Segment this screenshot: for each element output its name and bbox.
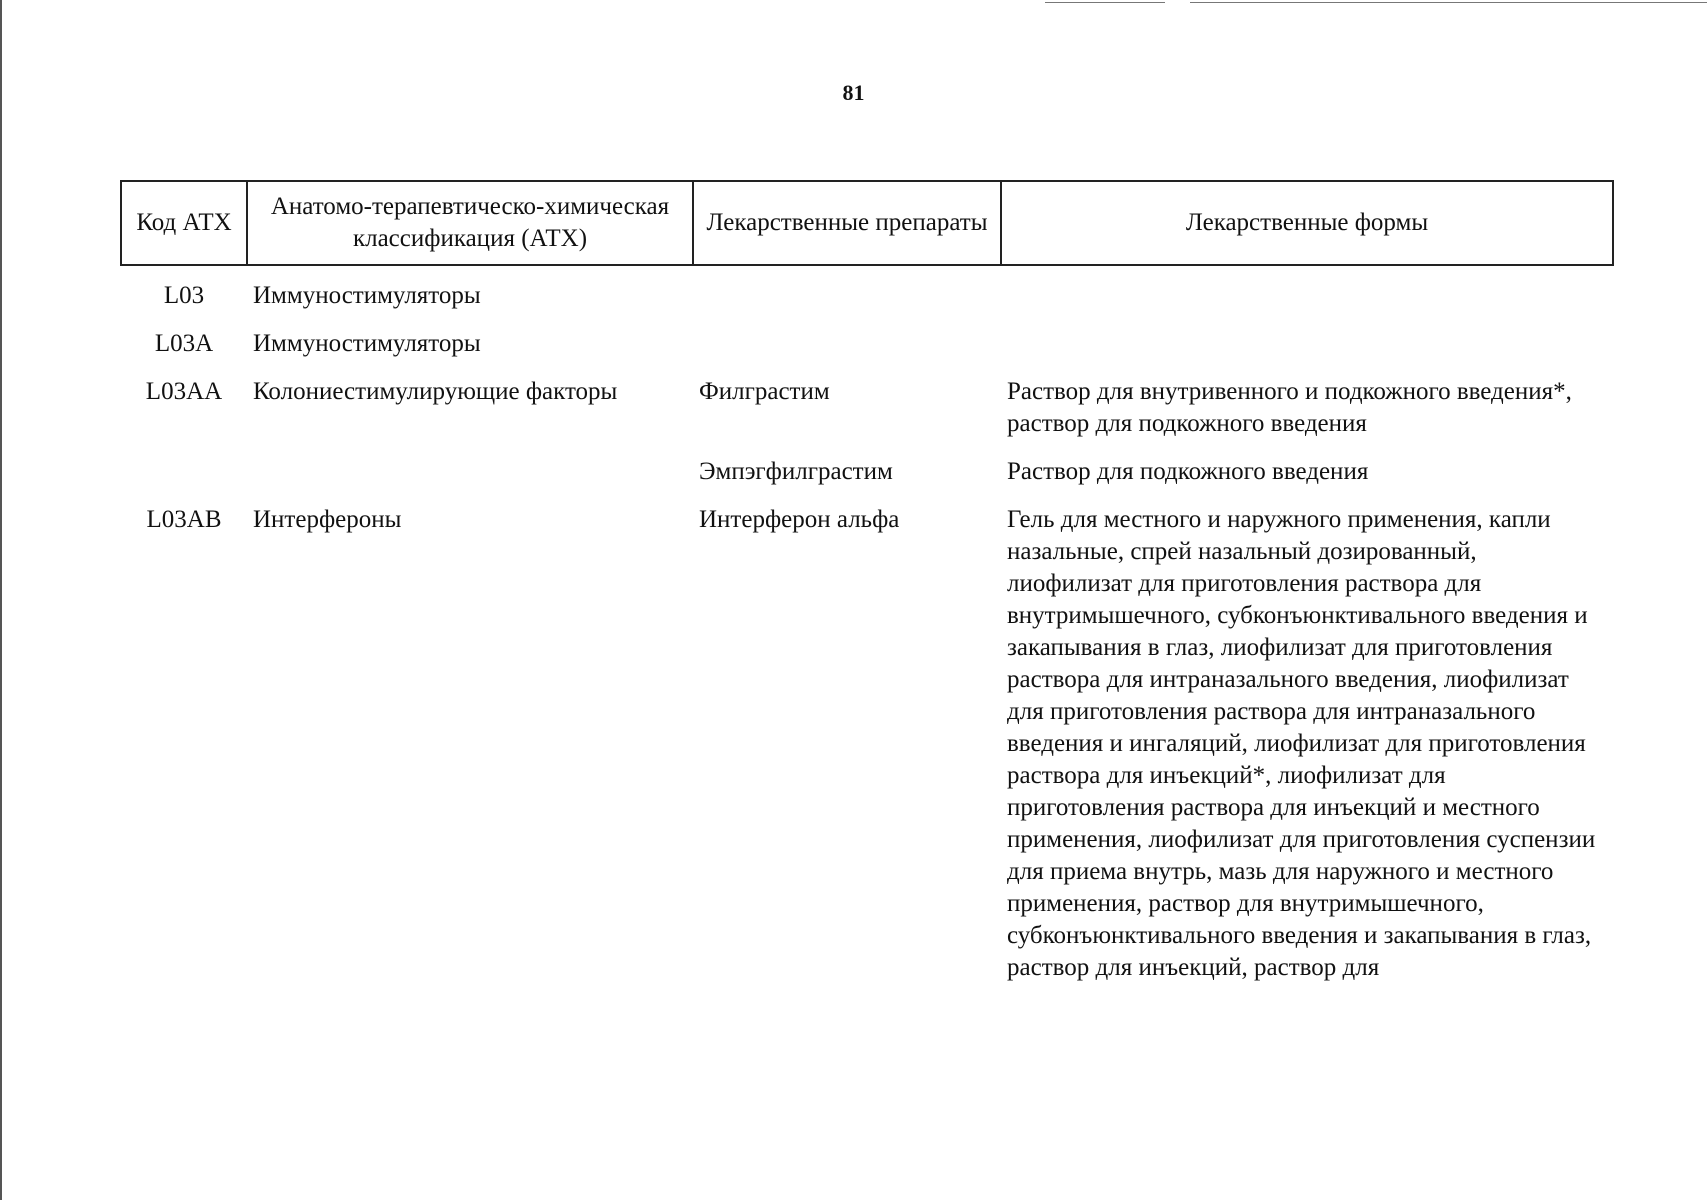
row-drug: Интерферон альфа xyxy=(699,506,900,533)
row-code: L03AB xyxy=(146,506,222,533)
row-code: L03A xyxy=(154,330,214,357)
row-classification: Интерфероны xyxy=(253,506,402,533)
row-classification: Колониестимулирующие факторы xyxy=(253,378,618,405)
row-code xyxy=(121,440,247,488)
row-drug: Филграстим xyxy=(699,378,830,405)
header-forms: Лекарственные формы xyxy=(1001,181,1613,265)
header-code: Код АТХ xyxy=(121,181,247,265)
table-row xyxy=(121,360,1613,440)
table-row xyxy=(121,488,1613,984)
header-classification: Анатомо-терапевтическо-химическая классификация (АТХ) xyxy=(247,181,693,265)
scan-edge-top-1 xyxy=(1045,2,1165,3)
row-code: L03 xyxy=(163,282,205,309)
row-forms: Раствор для подкожного введения xyxy=(1007,458,1369,485)
row-code: L03AA xyxy=(145,378,223,405)
atc-table xyxy=(120,180,1614,984)
row-forms: Гель для местного и наружного применения, капли назальные, спрей назальный дозированный, лиофилизат для приготовления раствора для внутримышечного, субконъюнктивального введения и закапывания в глаз, лиофилизат для приготовления раствора для интраназального введения, лиофилизат для приготовления раствора для интраназального введения и ингаляций, лиофилизат для приготовления раствора для инъекций*, лиофилизат для приготовления раствора для инъекций и местного применения, лиофилизат для приготовления суспензии для приема внутрь, мазь для наружного и местного применения, раствор для внутримышечного, субконъюнктивального введения и закапывания в глаз, раствор для инъекций, раствор для xyxy=(1007,506,1596,981)
row-forms xyxy=(1001,312,1613,360)
table-row xyxy=(121,312,1613,360)
row-drug xyxy=(693,265,1001,312)
table-row xyxy=(121,440,1613,488)
row-forms xyxy=(1001,265,1613,312)
row-classification: Иммуностимуляторы xyxy=(253,330,481,357)
row-forms: Раствор для внутривенного и подкожного введения*, раствор для подкожного введения xyxy=(1007,378,1572,437)
page-number: 81 xyxy=(842,80,865,105)
row-drug: Эмпэгфилграстим xyxy=(699,458,893,485)
scan-edge-top-2 xyxy=(1190,2,1707,3)
table-header-row xyxy=(121,181,1613,265)
row-drug xyxy=(693,312,1001,360)
table-row xyxy=(121,265,1613,312)
row-classification xyxy=(247,440,693,488)
row-classification: Иммуностимуляторы xyxy=(253,282,481,309)
scan-edge-left xyxy=(0,0,2,1200)
header-drugs: Лекарственные препараты xyxy=(693,181,1001,265)
